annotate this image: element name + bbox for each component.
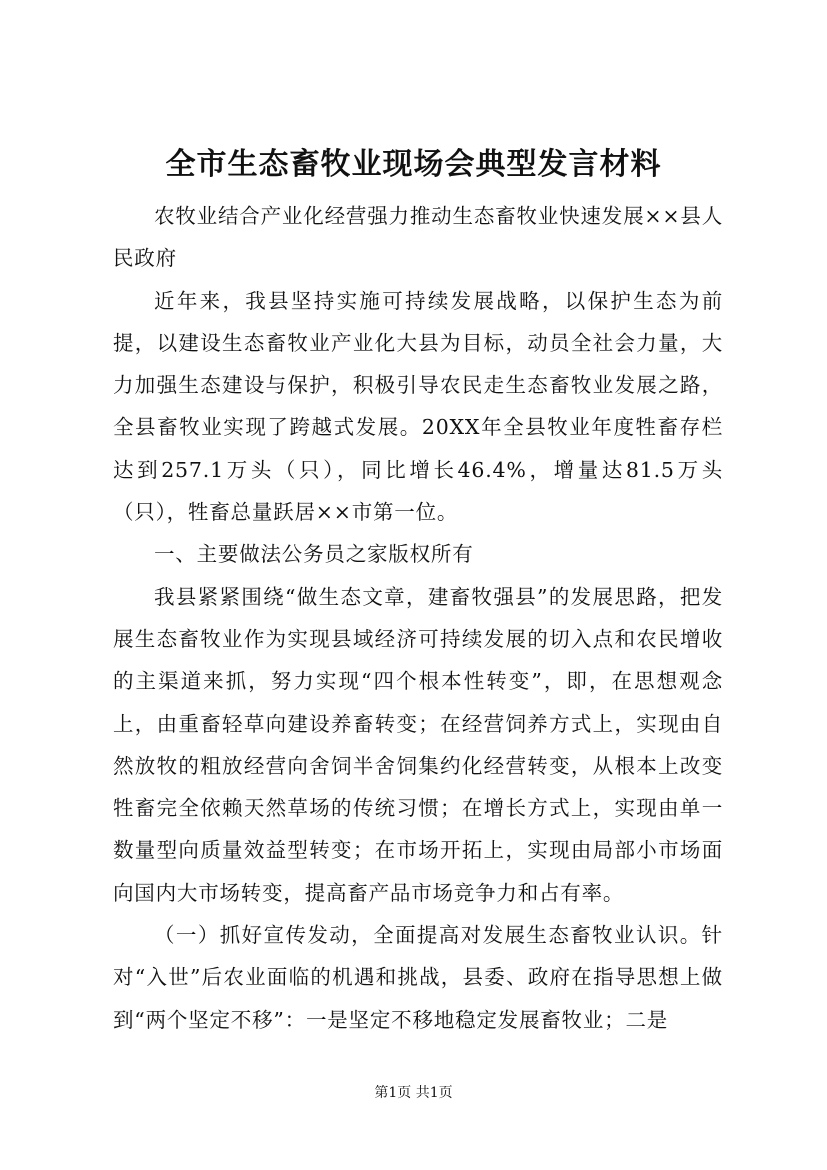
document-body <box>113 195 723 1041</box>
document-title: 全市生态畜牧业现场会典型发言材料 <box>165 147 662 182</box>
body-paragraph-subtitle: 农牧业结合产业化经营强力推动生态畜牧业快速发展××县人民政府 <box>113 204 723 271</box>
body-paragraph-point-one: （一）抓好宣传发动，全面提高对发展生态畜牧业认识。针对“入世”后农业面临的机遇和挑战，县委、政府在指导思想上做到“两个坚定不移”：一是坚定不移地稳定发展畜牧业；二是 <box>113 923 723 1032</box>
body-paragraph-intro: 近年来，我县坚持实施可持续发展战略，以保护生态为前提，以建设生态畜牧业产业化大县为目标，动员全社会力量，大力加强生态建设与保护，积极引导农民走生态畜牧业发展之路，全县畜牧业实现了跨越式发展。20XX年全县牧业年度牲畜存栏达到257.1万头（只），同比增长46.4%，增量达81.5万头（只），牲畜总量跃居××市第一位。 <box>113 288 723 525</box>
body-paragraph-approach: 我县紧紧围绕“做生态文章，建畜牧强县”的发展思路，把发展生态畜牧业作为实现县域经济可持续发展的切入点和农民增收的主渠道来抓，努力实现“四个根本性转变”，即，在思想观念上，由重畜轻草向建设养畜转变；在经营饲养方式上，实现由自然放牧的粗放经营向舍饲半舍饲集约化经营转变，从根本上改变牲畜完全依赖天然草场的传统习惯；在增长方式上，实现由单一数量型向质量效益型转变；在市场开拓上，实现由局部小市场面向国内大市场转变，提高畜产品市场竞争力和占有率。 <box>113 584 723 905</box>
section-heading: 一、主要做法公务员之家版权所有 <box>154 542 474 567</box>
page-number-footer: 第1页 共1页 <box>374 1085 453 1101</box>
